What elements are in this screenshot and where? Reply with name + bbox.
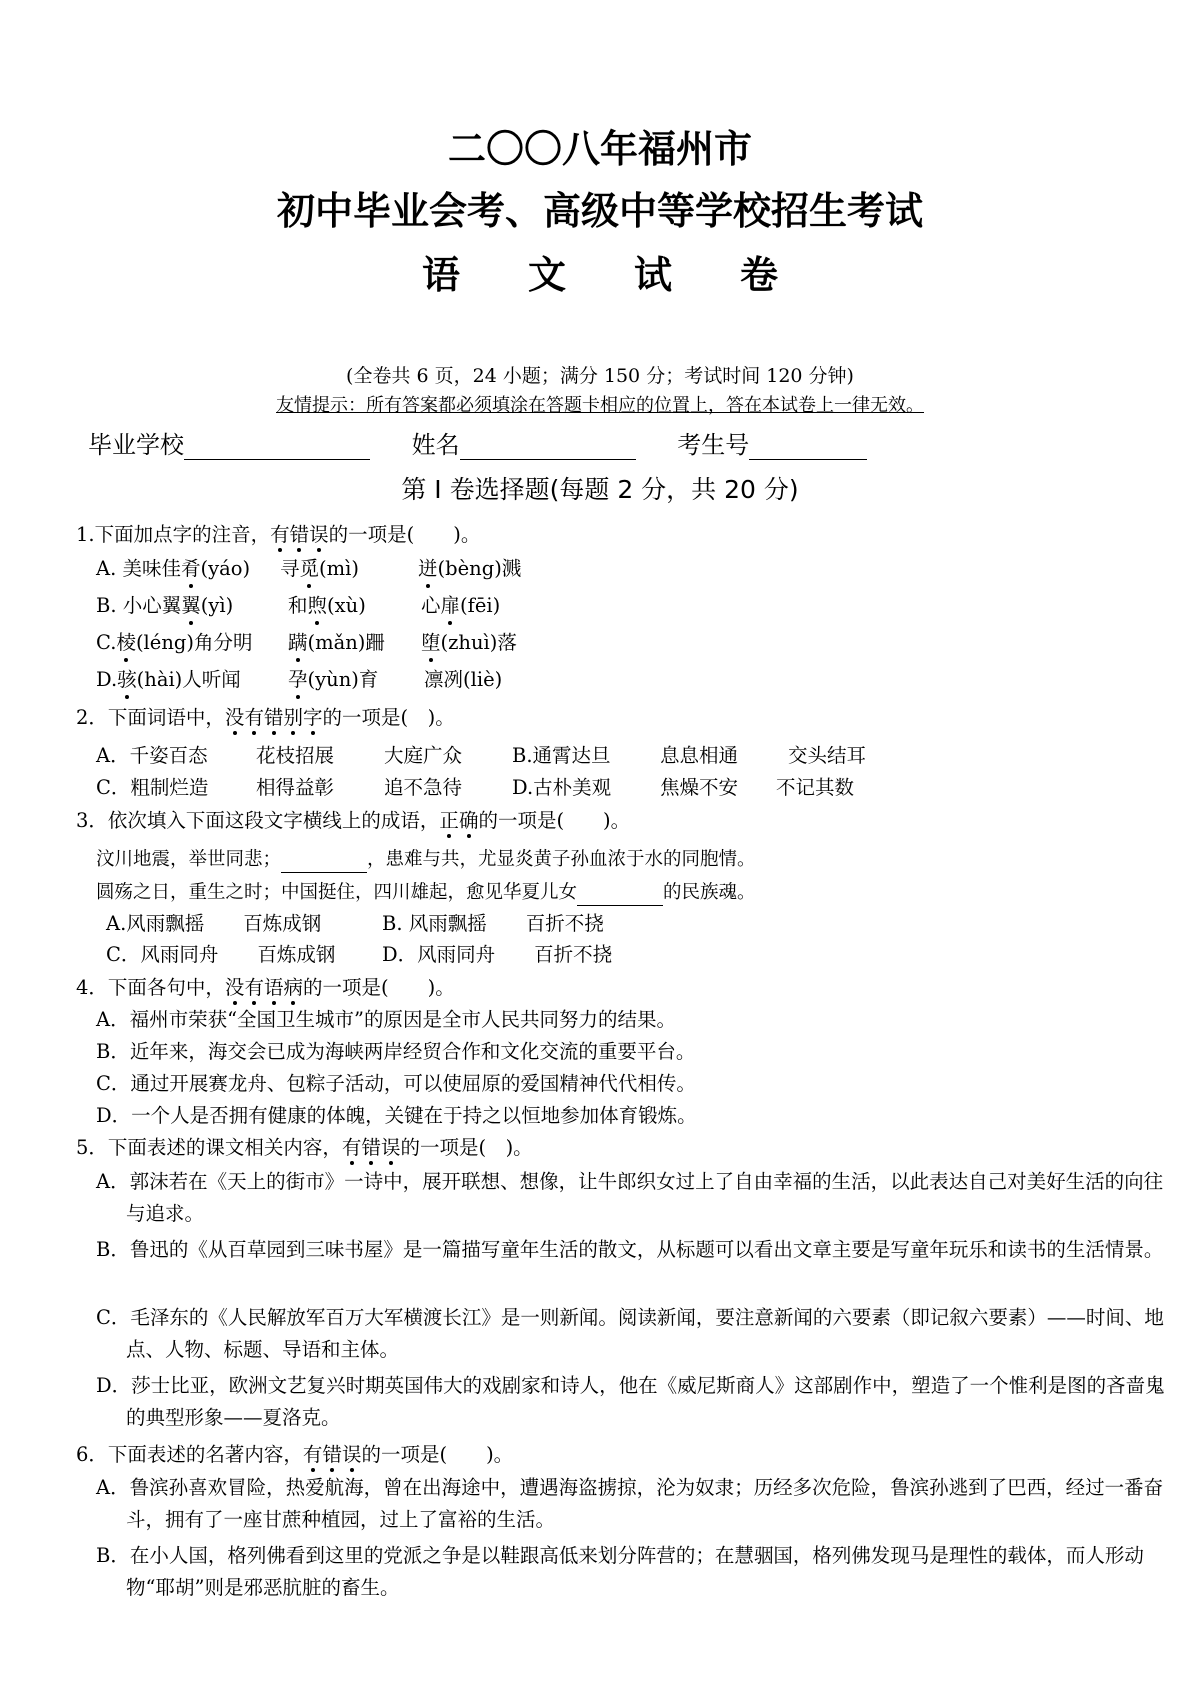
q3-para-text: ，患难与共，尤显炎黄子孙血浓于水的同胞情。 xyxy=(367,849,756,870)
q4-stem-b xyxy=(225,976,303,999)
student-fields xyxy=(88,425,867,460)
q3-opt-row2 xyxy=(106,942,613,968)
q2-opt: 大庭广众 xyxy=(384,744,463,767)
q1-stem-a: 1.下面加点字的注音， xyxy=(76,523,271,546)
emphasis-char: 没 xyxy=(224,976,245,999)
q6-option-a: A．鲁滨孙喜欢冒险，热爱航海，曾在出海途中，遭遇海盗掳掠，沦为奴隶；历经多次危险，鲁滨孙逃到了巴西，经过一番奋斗，拥有了一座甘蔗种植园，过上了富裕的生活。 xyxy=(96,1476,1164,1531)
opt-text: 和 xyxy=(288,594,308,617)
q2-stem-c: 的一项是( )。 xyxy=(322,706,455,729)
pinyin: (mǎn)跚 xyxy=(307,631,385,654)
q3-para-text: 的民族魂。 xyxy=(663,882,756,903)
emphasis-char: 有 xyxy=(244,706,264,729)
exam-title-line1: 二〇〇八年福州市 xyxy=(447,127,752,171)
emphasis-char: 有 xyxy=(302,1443,323,1466)
q3-stem-a: 3．依次填入下面这段文字横线上的成语， xyxy=(76,809,440,832)
dotted-char: 迸 xyxy=(418,557,438,580)
emphasis-char: 误 xyxy=(309,523,329,546)
pinyin: (xù) xyxy=(327,594,366,617)
subject-char: 语 xyxy=(421,253,460,297)
emphasis-char: 错 xyxy=(361,1136,381,1159)
id-label: 考生号 xyxy=(677,431,750,459)
dotted-char: 棱 xyxy=(116,631,136,654)
q2-opt: 追不急待 xyxy=(384,776,463,799)
name-field[interactable] xyxy=(460,435,636,460)
q5-stem-b xyxy=(342,1136,401,1159)
emphasis-char: 有 xyxy=(270,523,290,546)
q3-stem-b xyxy=(439,809,478,832)
q2-stem xyxy=(76,705,455,731)
subject-char: 卷 xyxy=(740,253,779,297)
q2-stem-b xyxy=(225,706,323,729)
emphasis-char: 有 xyxy=(244,976,264,999)
q2-opt: C．粗制烂造 xyxy=(96,776,209,799)
q4-stem-c: 的一项是( )。 xyxy=(302,976,455,999)
emphasis-char: 误 xyxy=(380,1136,401,1159)
q3-opt: C．风雨同舟 百炼成钢 xyxy=(106,943,336,966)
q2-opt: 焦燥不安 xyxy=(660,776,739,799)
q3-opt: A.风雨飘摇 百炼成钢 xyxy=(106,912,322,935)
exam-tip-text: 友情提示：所有答案都必须填涂在答题卡相应的位置上，答在本试卷上一律无效。 xyxy=(276,395,924,416)
emphasis-char: 语 xyxy=(263,976,284,999)
q3-stem xyxy=(76,808,630,834)
dotted-char: 肴 xyxy=(180,557,201,580)
q2-opt: D.古朴美观 xyxy=(512,776,612,799)
opt-text: 寻 xyxy=(280,557,300,580)
emphasis-char: 有 xyxy=(341,1136,362,1159)
subject-char: 试 xyxy=(634,253,673,297)
q3-blank-2 xyxy=(577,885,663,906)
emphasis-char: 别 xyxy=(283,706,303,729)
q6-stem-c: 的一项是( )。 xyxy=(361,1443,514,1466)
emphasis-char: 没 xyxy=(224,706,245,729)
section-title: 第 I 卷选择题(每题 2 分，共 20 分) xyxy=(401,475,799,504)
q1-stem-b xyxy=(270,523,329,546)
q1-stem-c: 的一项是( )。 xyxy=(328,523,481,546)
q6-option-b: B．在小人国，格列佛看到这里的党派之争是以鞋跟高低来划分阵营的；在慧骃国，格列佛发现马是理性的载体，而人形动物“耶胡”则是邪恶肮脏的畜生。 xyxy=(96,1544,1144,1599)
q3-para-text: 汶川地震，举世同悲； xyxy=(96,849,282,870)
emphasis-char: 错 xyxy=(263,706,284,729)
school-label: 毕业学校 xyxy=(88,431,184,459)
opt-text: B. 小心翼 xyxy=(96,594,182,617)
q3-para1 xyxy=(96,847,756,873)
dotted-char: 孕 xyxy=(288,668,308,691)
emphasis-char: 正 xyxy=(439,809,459,832)
q3-blank-1 xyxy=(281,852,367,873)
q2-opt: 交头结耳 xyxy=(788,744,867,767)
pinyin: (yùn)育 xyxy=(307,668,379,691)
q2-opt: 相得益彰 xyxy=(256,776,335,799)
q2-opt: B.通霄达旦 xyxy=(512,744,611,767)
q6-stem-a: 6．下面表述的名著内容， xyxy=(76,1443,303,1466)
q1-option-d: D.骇(hài)人听闻 孕(yùn)育 凛冽(liè) xyxy=(96,668,503,691)
opt-text: 凛冽(liè) xyxy=(424,668,503,691)
emphasis-char: 确 xyxy=(458,809,479,832)
pinyin: (mì) xyxy=(319,557,359,580)
q1-option-c: C.棱(léng)角分明 蹒(mǎn)跚 堕(zhuì)落 xyxy=(96,631,517,654)
q4-option-b: B．近年来，海交会已成为海峡两岸经贸合作和文化交流的重要平台。 xyxy=(96,1040,696,1063)
q1-option-b xyxy=(96,593,501,619)
emphasis-char: 字 xyxy=(302,706,323,729)
q3-opt: B. 风雨飘摇 百折不挠 xyxy=(382,912,604,935)
exam-title-line2: 初中毕业会考、高级中等学校招生考试 xyxy=(276,189,923,233)
dotted-char: 觅 xyxy=(299,557,320,580)
dotted-char: 堕 xyxy=(421,631,441,654)
q3-para2 xyxy=(96,880,756,906)
dotted-char: 翼 xyxy=(181,594,201,617)
q4-stem-a: 4．下面各句中， xyxy=(76,976,225,999)
q2-opt: 不记其数 xyxy=(776,776,855,799)
q2-stem-a: 2．下面词语中， xyxy=(76,706,225,729)
pinyin: (hài)人听闻 xyxy=(136,668,241,691)
q2-opt: 花枝招展 xyxy=(256,744,335,767)
emphasis-char: 错 xyxy=(322,1443,342,1466)
emphasis-char: 误 xyxy=(341,1443,362,1466)
dotted-char: 煦 xyxy=(307,594,328,617)
q6-stem-b xyxy=(303,1443,362,1466)
q2-opt: 息息相通 xyxy=(660,744,739,767)
dotted-char: 蹒 xyxy=(288,631,308,654)
emphasis-char: 错 xyxy=(289,523,310,546)
pinyin: (yì) xyxy=(200,594,234,617)
exam-info: (全卷共 6 页，24 小题；满分 150 分；考试时间 120 分钟) xyxy=(346,365,854,387)
subject-char: 文 xyxy=(527,253,566,297)
q4-option-a: A．福州市荣获“全国卫生城市”的原因是全市人民共同努力的结果。 xyxy=(96,1008,677,1031)
opt-text: A. 美味佳 xyxy=(96,557,181,580)
q3-stem-c: 的一项是( )。 xyxy=(478,809,631,832)
q5-option-c: C．毛泽东的《人民解放军百万大军横渡长江》是一则新闻。阅读新闻，要注意新闻的六要素（即记叙六要素）——时间、地点、人物、标题、导语和主体。 xyxy=(96,1306,1164,1361)
q4-stem xyxy=(76,975,455,1001)
q5-option-d: D．莎士比亚，欧洲文艺复兴时期英国伟大的戏剧家和诗人，他在《威尼斯商人》这部剧作中，塑造了一个惟利是图的吝啬鬼的典型形象——夏洛克。 xyxy=(96,1374,1165,1429)
q5-option-a: A．郭沫若在《天上的街市》一诗中，展开联想、想像，让牛郎织女过上了自由幸福的生活，以此表达自己对美好生活的向往与追求。 xyxy=(96,1170,1164,1225)
emphasis-char: 病 xyxy=(283,976,303,999)
q3-opt-row1 xyxy=(106,911,604,937)
pinyin: (léng)角分明 xyxy=(135,631,253,654)
pinyin: (zhuì)落 xyxy=(440,631,517,654)
dotted-char: 扉 xyxy=(440,594,461,617)
pinyin: (fēi) xyxy=(460,594,501,617)
q3-para-text: 圆殇之日，重生之时；中国挺住，四川雄起，愈见华夏儿女 xyxy=(96,882,578,903)
school-field[interactable] xyxy=(184,435,370,460)
q5-stem xyxy=(76,1135,533,1161)
pinyin: (bèng)溅 xyxy=(437,557,522,580)
id-field[interactable] xyxy=(749,435,867,460)
exam-tip xyxy=(0,391,1200,417)
q3-opt: D．风雨同舟 百折不挠 xyxy=(382,943,613,966)
q2-opt: A．千姿百态 xyxy=(96,744,208,767)
exam-subject-title xyxy=(0,244,1200,299)
q4-option-d: D．一个人是否拥有健康的体魄，关键在于持之以恒地参加体育锻炼。 xyxy=(96,1104,697,1127)
opt-text: 心 xyxy=(421,594,441,617)
q1-option-a xyxy=(96,556,522,582)
q6-stem xyxy=(76,1442,513,1468)
pinyin: (yáo) xyxy=(200,557,251,580)
q4-option-c: C．通过开展赛龙舟、包粽子活动，可以使屈原的爱国精神代代相传。 xyxy=(96,1072,696,1095)
q5-stem-a: 5．下面表述的课文相关内容， xyxy=(76,1136,342,1159)
q5-stem-c: 的一项是( )。 xyxy=(400,1136,533,1159)
name-label: 姓名 xyxy=(411,431,460,459)
q1-stem xyxy=(76,522,480,548)
dotted-char: 骇 xyxy=(117,668,137,691)
q5-option-b: B．鲁迅的《从百草园到三味书屋》是一篇描写童年生活的散文，从标题可以看出文章主要是写童年玩乐和读书的生活情景。 xyxy=(96,1238,1164,1261)
